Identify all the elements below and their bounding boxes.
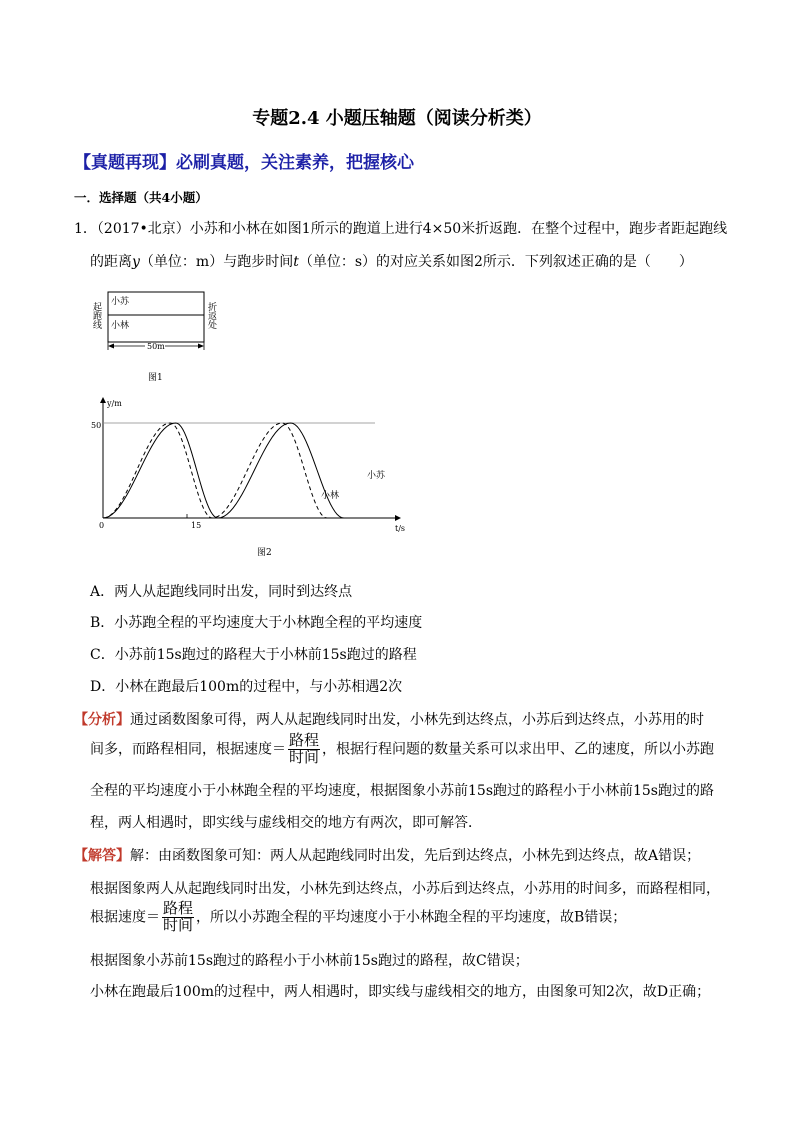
option-a: A．两人从起跑线同时出发，同时到达终点	[90, 584, 353, 600]
solution-text: 根据速度＝	[90, 909, 160, 926]
fraction-denominator: 时间	[163, 915, 194, 934]
fraction	[162, 901, 194, 934]
solution-tag: 【解答】	[74, 848, 130, 864]
question-text: （单位：m）与跑步时间	[139, 254, 294, 270]
solution-line-4: 根据图象小苏前15s跑过的路程小于小林前15s跑过的路程，故C错误；	[90, 953, 529, 969]
figure-2-chart	[85, 390, 425, 565]
solution-line-1	[74, 845, 700, 865]
analysis-line-4: 程，两人相遇时，即实线与虚线相交的地方有两次，即可解答．	[90, 815, 482, 831]
series-label-su: 小苏	[367, 471, 386, 481]
analysis-line-2	[90, 733, 714, 766]
y-axis-label: y/m	[107, 399, 122, 408]
option-d: D．小林在跑最后100m的过程中，与小苏相遇2次	[90, 679, 403, 695]
section-banner: 【真题再现】必刷真题，关注素养，把握核心	[74, 153, 414, 173]
solution-text: ，所以小苏跑全程的平均速度小于小林跑全程的平均速度，故B错误；	[196, 909, 627, 926]
lane-1-label: 小苏	[111, 297, 130, 307]
analysis-text: 间多，而路程相同，根据速度＝	[90, 741, 286, 758]
analysis-text: ，根据行程问题的数量关系可以求出甲、乙的速度，所以小苏跑	[322, 741, 715, 758]
analysis-text: 通过函数图象可得，两人从起跑线同时出发，小林先到达终点，小苏后到达终点，小苏用的时	[130, 712, 704, 728]
analysis-tag: 【分析】	[74, 712, 130, 728]
fraction-numerator: 路程	[289, 731, 320, 749]
distance-label: 50m	[147, 342, 165, 351]
start-line-label: 起跑线	[91, 302, 101, 329]
option-c: C．小苏前15s跑过的路程大于小林前15s跑过的路程	[90, 647, 417, 663]
page-title: 专题2.4 小题压轴题（阅读分析类）	[252, 108, 542, 129]
arrow-left-icon	[108, 344, 114, 349]
series-line-lin	[103, 423, 327, 518]
x-axis-label: t/s	[395, 524, 406, 533]
question-text: （单位：s）的对应关系如图2所示．下列叙述正确的是（ ）	[298, 254, 693, 270]
origin-label: 0	[99, 521, 105, 530]
question-text: 的距离	[90, 254, 132, 270]
variable-y: y	[132, 254, 140, 270]
solution-text: 解：由函数图象可知：两人从起跑线同时出发，先后到达终点，小林先到达终点，故A错误；	[130, 848, 701, 864]
fraction-denominator: 时间	[289, 747, 320, 766]
question-line-2	[90, 251, 693, 271]
question-line-1: 1．（2017•北京）小苏和小林在如图1所示的跑道上进行4×50米折返跑．在整个过程中，跑步者距起跑线	[74, 221, 728, 237]
y-tick-50: 50	[91, 421, 102, 430]
turn-point-label: 折返处	[206, 302, 216, 329]
arrow-right-icon	[198, 344, 204, 349]
variable-t: t	[293, 254, 299, 270]
solution-line-2: 根据图象两人从起跑线同时出发，小林先到达终点，小苏后到达终点，小苏用的时间多，而路程相同，	[90, 881, 720, 897]
series-line-su	[103, 423, 344, 518]
solution-line-5: 小林在跑最后100m的过程中，两人相遇时，即实线与虚线相交的地方，由图象可知2次，故D正确；	[90, 984, 711, 1000]
figure-1-caption: 图1	[148, 373, 163, 383]
series-label-lin: 小林	[321, 491, 340, 501]
x-tick-15: 15	[191, 521, 202, 530]
lane-2-label: 小林	[111, 321, 130, 331]
fraction-numerator: 路程	[163, 899, 194, 917]
option-b: B．小苏跑全程的平均速度大于小林跑全程的平均速度	[90, 615, 423, 631]
figure-2-caption: 图2	[257, 548, 272, 558]
analysis-line-3: 全程的平均速度小于小林跑全程的平均速度，根据图象小苏前15s跑过的路程小于小林前15s跑过的路	[90, 783, 714, 799]
figure-1-track	[85, 288, 225, 388]
solution-line-3	[90, 901, 626, 934]
analysis-line-1	[74, 709, 704, 729]
fraction	[288, 733, 320, 766]
section-heading: 一．选择题（共4小题）	[74, 190, 208, 205]
